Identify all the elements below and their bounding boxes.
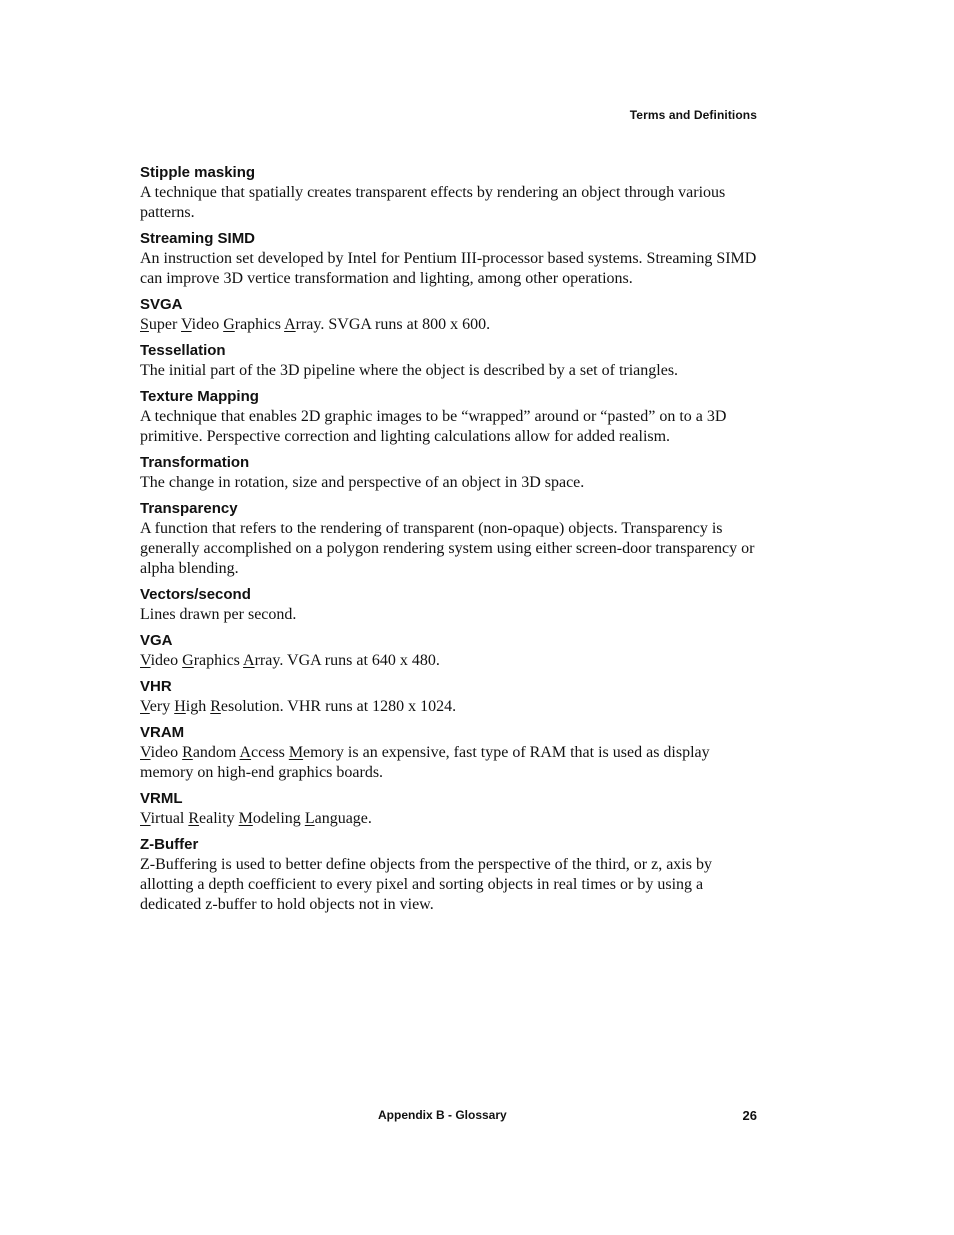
glossary-entry xyxy=(140,631,760,671)
definition-text: The change in rotation, size and perspective of an object in 3D space. xyxy=(140,474,585,491)
glossary-entry xyxy=(140,835,760,915)
glossary-entry xyxy=(140,295,760,335)
glossary-term: SVGA xyxy=(140,296,183,313)
glossary-definition xyxy=(140,407,760,447)
definition-text: eality xyxy=(199,810,239,827)
acronym-letter: R xyxy=(210,698,221,715)
definition-text: Z-Buffering is used to better define objects from the perspective of the third, or z, axis by allotting a depth coefficient to every pixel and sorting objects in real times or by using a dedicated z-buffer to hold objects not in view. xyxy=(140,856,712,913)
acronym-letter: M xyxy=(288,744,304,761)
definition-text: ideo xyxy=(150,744,183,761)
definition-text: ideo xyxy=(150,652,183,669)
definition-text: odeling xyxy=(252,810,305,827)
glossary-term: Vectors/second xyxy=(140,586,251,603)
definition-text: andom xyxy=(192,744,240,761)
glossary-list xyxy=(140,163,760,921)
glossary-entry xyxy=(140,387,760,447)
definition-text: An instruction set developed by Intel for Pentium III-processor based systems. Streaming SIMD can improve 3D vertice transformation and lighting, among other operations. xyxy=(140,250,757,287)
acronym-letter: G xyxy=(223,316,235,333)
definition-text: emory is an expensive, fast type of RAM that is used as display memory on high-end graphics boards. xyxy=(140,744,710,781)
glossary-entry xyxy=(140,341,760,381)
definition-text: ccess xyxy=(251,744,289,761)
glossary-entry xyxy=(140,229,760,289)
definition-text: raphics xyxy=(234,316,285,333)
glossary-entry xyxy=(140,453,760,493)
definition-text: ery xyxy=(149,698,175,715)
glossary-definition xyxy=(140,809,760,829)
glossary-entry xyxy=(140,585,760,625)
glossary-definition xyxy=(140,183,760,223)
glossary-term: VHR xyxy=(140,678,172,695)
glossary-definition xyxy=(140,361,760,381)
acronym-letter: S xyxy=(140,316,149,333)
definition-text: raphics xyxy=(193,652,244,669)
glossary-definition xyxy=(140,743,760,783)
glossary-term: Tessellation xyxy=(140,342,226,359)
definition-text: esolution. VHR runs at 1280 x 1024. xyxy=(220,698,457,715)
acronym-letter: M xyxy=(238,810,253,827)
glossary-term: Texture Mapping xyxy=(140,388,259,405)
glossary-term: Z-Buffer xyxy=(140,836,199,853)
acronym-letter: V xyxy=(140,652,151,669)
acronym-letter: V xyxy=(140,744,151,761)
definition-text: A technique that enables 2D graphic images to be “wrapped” around or “pasted” on to a 3D primitive. Perspective correction and lighting calculations allow for added realism. xyxy=(140,408,727,445)
definition-text: A technique that spatially creates transparent effects by rendering an object through various patterns. xyxy=(140,184,726,221)
glossary-definition xyxy=(140,651,760,671)
definition-text: irtual xyxy=(150,810,189,827)
glossary-entry xyxy=(140,163,760,223)
definition-text: anguage. xyxy=(314,810,372,827)
glossary-definition xyxy=(140,605,760,625)
glossary-definition xyxy=(140,697,760,717)
glossary-definition xyxy=(140,473,760,493)
glossary-entry xyxy=(140,789,760,829)
glossary-definition xyxy=(140,519,760,579)
glossary-definition xyxy=(140,249,760,289)
glossary-entry xyxy=(140,723,760,783)
acronym-letter: L xyxy=(304,810,315,827)
acronym-letter: A xyxy=(243,652,255,669)
glossary-entry xyxy=(140,499,760,579)
running-header: Terms and Definitions xyxy=(629,108,757,122)
glossary-definition xyxy=(140,315,760,335)
glossary-term: Streaming SIMD xyxy=(140,230,256,247)
acronym-letter: G xyxy=(182,652,194,669)
definition-text: uper xyxy=(148,316,182,333)
page-number: 26 xyxy=(742,1108,757,1123)
glossary-term: Transformation xyxy=(140,454,250,471)
acronym-letter: H xyxy=(174,698,186,715)
definition-text: Lines drawn per second. xyxy=(140,606,297,623)
definition-text: ideo xyxy=(191,316,224,333)
acronym-letter: A xyxy=(239,744,252,761)
acronym-letter: R xyxy=(188,810,200,827)
glossary-term: Transparency xyxy=(140,500,238,517)
acronym-letter: V xyxy=(181,316,192,333)
acronym-letter: V xyxy=(140,810,151,827)
footer-title: Appendix B - Glossary xyxy=(378,1108,507,1122)
acronym-letter: R xyxy=(182,744,193,761)
definition-text: igh xyxy=(185,698,211,715)
glossary-term: Stipple masking xyxy=(140,164,256,181)
glossary-term: VRAM xyxy=(140,724,185,741)
acronym-letter: A xyxy=(284,316,296,333)
acronym-letter: V xyxy=(140,698,150,715)
glossary-entry xyxy=(140,677,760,717)
definition-text: rray. VGA runs at 640 x 480. xyxy=(254,652,440,669)
definition-text: The initial part of the 3D pipeline where the object is described by a set of triangles. xyxy=(140,362,679,379)
glossary-definition xyxy=(140,855,760,915)
glossary-term: VGA xyxy=(140,632,173,649)
definition-text: A function that refers to the rendering of transparent (non-opaque) objects. Transparency is generally accomplished on a polygon rendering system using either screen-door transparency or alpha blending. xyxy=(140,520,755,577)
glossary-term: VRML xyxy=(140,790,183,807)
definition-text: rray. SVGA runs at 800 x 600. xyxy=(295,316,491,333)
